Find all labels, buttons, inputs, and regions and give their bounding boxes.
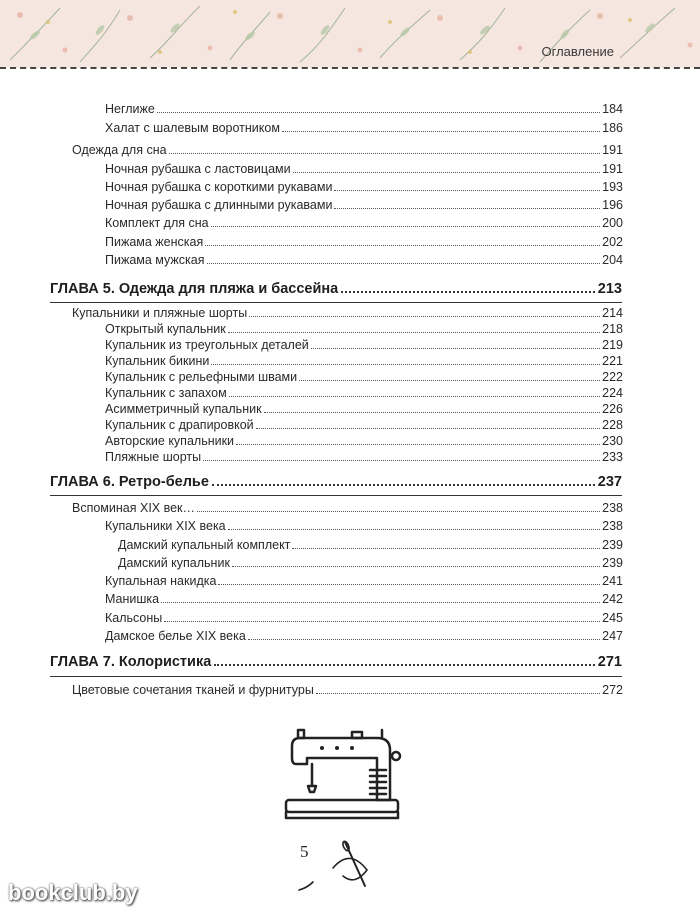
toc-entry-title: Комплект для сна	[105, 216, 209, 230]
dot-leader	[164, 621, 600, 622]
chapter-rule	[50, 676, 622, 677]
sewing-machine-icon	[282, 728, 412, 823]
toc-entry-page: 245	[602, 611, 623, 625]
toc-entry-title: Купальник с запахом	[105, 386, 227, 400]
toc-entry-page: 224	[602, 386, 623, 400]
dot-leader	[334, 208, 600, 209]
toc-entry-page: 222	[602, 370, 623, 384]
toc-entry-page: 200	[602, 216, 623, 230]
toc-entry-title: Купальник с драпировкой	[105, 418, 254, 432]
chapter-heading[interactable]	[50, 474, 622, 490]
toc-entry[interactable]	[105, 519, 623, 533]
toc-entry[interactable]	[105, 402, 623, 416]
dot-leader	[229, 396, 600, 397]
dot-leader	[236, 444, 600, 445]
dot-leader	[334, 190, 600, 191]
toc-entry-page: 193	[602, 180, 623, 194]
dot-leader	[161, 602, 600, 603]
dot-leader	[205, 245, 600, 246]
dot-leader	[207, 263, 601, 264]
dot-leader	[203, 460, 600, 461]
toc-entry[interactable]	[72, 683, 623, 697]
toc-entry-title: Цветовые сочетания тканей и фурнитуры	[72, 683, 314, 697]
toc-entry-page: 247	[602, 629, 623, 643]
toc-entry-title: Ночная рубашка с короткими рукавами	[105, 180, 333, 194]
watermark: bookclub.by	[8, 880, 138, 905]
toc-entry-title: Пляжные шорты	[105, 450, 202, 464]
toc-entry[interactable]	[72, 306, 623, 320]
toc-entry[interactable]	[105, 121, 623, 135]
chapter-rule	[50, 495, 622, 496]
toc-entry[interactable]	[105, 370, 623, 384]
toc-entry[interactable]	[105, 611, 623, 625]
toc-entry[interactable]	[105, 574, 623, 588]
dot-leader	[248, 639, 600, 640]
dot-leader	[341, 291, 595, 293]
toc-entry[interactable]	[105, 354, 623, 368]
chapter-heading[interactable]	[50, 281, 622, 297]
toc-entry-page: 202	[602, 235, 623, 249]
dot-leader	[282, 131, 600, 132]
toc-entry[interactable]	[72, 501, 623, 515]
dot-leader	[218, 584, 600, 585]
toc-entry-page: 196	[602, 198, 623, 212]
toc-entry-title: Купальник с рельефными швами	[105, 370, 298, 384]
toc-entry-title: Пижама женская	[105, 235, 204, 249]
toc-entry-title: Кальсоны	[105, 611, 163, 625]
toc-entry-page: 239	[602, 556, 623, 570]
dot-leader	[292, 548, 600, 549]
chapter-page: 213	[597, 281, 622, 297]
needle-thread-icon	[295, 838, 390, 898]
toc-entry-title: Дамский купальный комплект	[118, 538, 291, 552]
toc-entry-page: 218	[602, 322, 623, 336]
chapter-title: ГЛАВА 7. Колористика	[50, 654, 212, 670]
toc-entry[interactable]	[105, 322, 623, 336]
toc-entry-title: Вспоминая XIX век…	[72, 501, 196, 515]
toc-entry-page: 242	[602, 592, 623, 606]
dot-leader	[211, 364, 600, 365]
dot-leader	[249, 316, 600, 317]
toc-entry-page: 219	[602, 338, 623, 352]
dot-leader	[232, 566, 600, 567]
toc-entry-page: 186	[602, 121, 623, 135]
chapter-page: 237	[597, 474, 622, 490]
toc-entry-page: 272	[602, 683, 623, 697]
toc-entry-page: 221	[602, 354, 623, 368]
section-title: Оглавление	[541, 44, 614, 59]
toc-entry[interactable]	[105, 434, 623, 448]
dot-leader	[293, 172, 601, 173]
dot-leader	[228, 529, 601, 530]
toc-entry-title: Неглиже	[105, 102, 155, 116]
toc-entry[interactable]	[105, 253, 623, 267]
toc-entry-title: Манишка	[105, 592, 160, 606]
chapter-heading[interactable]	[50, 654, 622, 670]
toc-entry-title: Купальная накидка	[105, 574, 217, 588]
dot-leader	[316, 693, 600, 694]
toc-entry[interactable]	[105, 180, 623, 194]
toc-entry[interactable]	[105, 235, 623, 249]
dot-leader	[228, 332, 600, 333]
toc-entry-page: 233	[602, 450, 623, 464]
toc-entry-page: 184	[602, 102, 623, 116]
toc-entry-page: 214	[602, 306, 623, 320]
toc-entry-title: Ночная рубашка с ластовицами	[105, 162, 291, 176]
stitched-divider	[0, 67, 700, 69]
toc-entry-title: Авторские купальники	[105, 434, 235, 448]
toc-entry-title: Дамское белье XIX века	[105, 629, 246, 643]
toc-entry-title: Дамский купальник	[118, 556, 230, 570]
toc-entry-page: 239	[602, 538, 623, 552]
toc-entry[interactable]	[118, 556, 623, 570]
toc-entry[interactable]	[105, 386, 623, 400]
toc-entry-title: Купальники XIX века	[105, 519, 226, 533]
page-number: 5	[300, 842, 309, 861]
toc-entry-page: 238	[602, 519, 623, 533]
toc-entry-page: 226	[602, 402, 623, 416]
toc-entry-title: Купальник бикини	[105, 354, 210, 368]
dot-leader	[299, 380, 600, 381]
toc-entry-title: Купальник из треугольных деталей	[105, 338, 309, 352]
toc-entry-title: Ночная рубашка с длинными рукавами	[105, 198, 333, 212]
toc-entry-title: Одежда для сна	[72, 143, 167, 157]
toc-entry-title: Асимметричный купальник	[105, 402, 262, 416]
dot-leader	[264, 412, 601, 413]
dot-leader	[212, 484, 595, 486]
chapter-page: 271	[597, 654, 622, 670]
toc-entry-page: 238	[602, 501, 623, 515]
chapter-title: ГЛАВА 6. Ретро-белье	[50, 474, 209, 490]
toc-entry-page: 191	[602, 143, 623, 157]
toc-entry-page: 228	[602, 418, 623, 432]
toc-entry[interactable]	[105, 216, 623, 230]
dot-leader	[169, 153, 601, 154]
dot-leader	[197, 511, 600, 512]
toc-entry[interactable]	[105, 338, 623, 352]
toc-entry[interactable]	[105, 162, 623, 176]
toc-entry[interactable]	[118, 538, 623, 552]
chapter-title: ГЛАВА 5. Одежда для пляжа и бассейна	[50, 281, 339, 297]
toc-entry-title: Открытый купальник	[105, 322, 226, 336]
dot-leader	[157, 112, 600, 113]
toc-entry-page: 230	[602, 434, 623, 448]
toc-entry[interactable]	[105, 450, 623, 464]
toc-entry-title: Халат с шалевым воротником	[105, 121, 280, 135]
toc-entry[interactable]	[105, 418, 623, 432]
toc-entry-title: Купальники и пляжные шорты	[72, 306, 248, 320]
toc-entry[interactable]	[105, 102, 623, 116]
toc-entry-page: 204	[602, 253, 623, 267]
chapter-rule	[50, 302, 622, 303]
dot-leader	[311, 348, 600, 349]
toc-entry-title: Пижама мужская	[105, 253, 205, 267]
dot-leader	[256, 428, 600, 429]
toc-entry[interactable]	[105, 592, 623, 606]
toc-entry-page: 241	[602, 574, 623, 588]
toc-entry[interactable]	[105, 629, 623, 643]
dot-leader	[211, 226, 601, 227]
dot-leader	[214, 664, 595, 666]
toc-entry-page: 191	[602, 162, 623, 176]
toc-entry[interactable]	[72, 143, 623, 157]
toc-entry[interactable]	[105, 198, 623, 212]
